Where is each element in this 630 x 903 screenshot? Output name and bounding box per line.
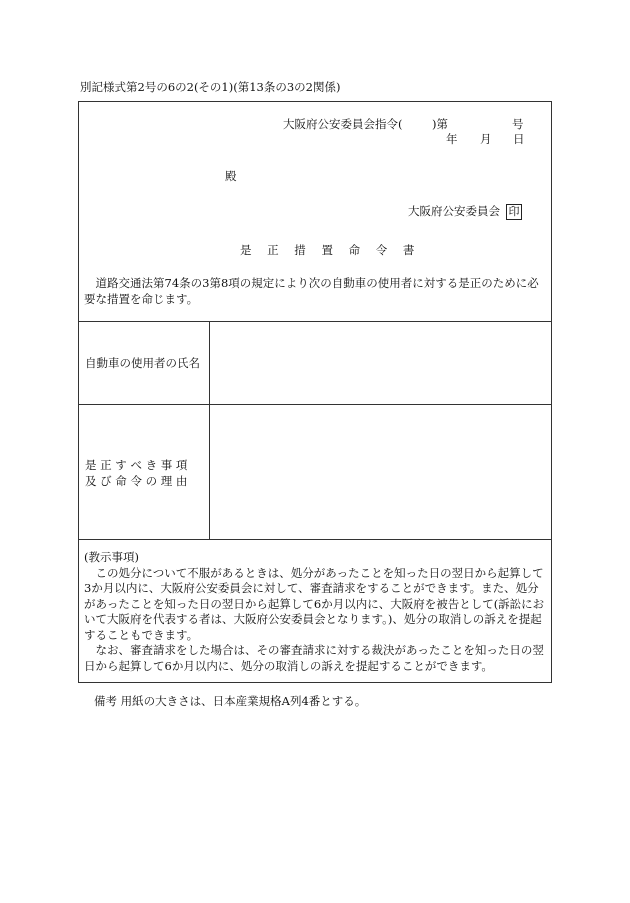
addressee-suffix: 殿 (225, 169, 237, 183)
footnote: 備考 用紙の大きさは、日本産業規格A列4番とする。 (94, 694, 367, 708)
intro-text: 道路交通法第74条の3第8項の規定により次の自動車の使用者に対する是正のために必要な措置を命じます。 (84, 276, 539, 306)
issuer-name: 大阪府公安委員会 (408, 204, 500, 218)
order-number-mid: )第 (432, 117, 448, 131)
seal-mark: 印 (506, 204, 522, 220)
issuer-block (408, 204, 522, 220)
notice-paragraph-1: この処分について不服があるときは、処分があったことを知った日の翌日から起算して3か月以内に、大阪府公安委員会に対して、審査請求をすることができます。また、処分があったことを知った日の翌日から起算して6か月以内に、大阪府を被告として(訴訟において大阪府を代表する者は、大阪府公安委員会となります。)、処分の取消しの訴えを提起することもできます。 (84, 565, 545, 642)
date-month: 月 (480, 132, 492, 146)
order-number-suffix: 号 (512, 117, 524, 131)
notice-block (84, 550, 548, 674)
form-reference: 別記様式第2号の6の2(その1)(第13条の3の2関係) (80, 80, 341, 94)
divider-bottom (78, 539, 552, 540)
notice-paragraph-2: なお、審査請求をした場合は、その審査請求に対する裁決があったことを知った日の翌日から起算して6か月以内に、処分の取消しの訴えを提起することができます。 (84, 643, 544, 673)
notice-heading: (教示事項) (84, 550, 139, 564)
order-number-prefix: 大阪府公安委員会指令( (283, 117, 403, 131)
correction-items-label-line2: 及 び 命 令 の 理 由 (85, 474, 188, 488)
divider-top (78, 321, 552, 322)
date-year: 年 (446, 132, 458, 146)
divider-middle (78, 404, 552, 405)
column-divider (209, 321, 210, 539)
date-day: 日 (513, 132, 525, 146)
correction-items-label-line1: 是 正 す べ き 事 項 (85, 458, 188, 472)
document-title: 是 正 措 置 命 令 書 (240, 243, 421, 257)
user-name-label: 自動車の使用者の氏名 (85, 356, 200, 370)
